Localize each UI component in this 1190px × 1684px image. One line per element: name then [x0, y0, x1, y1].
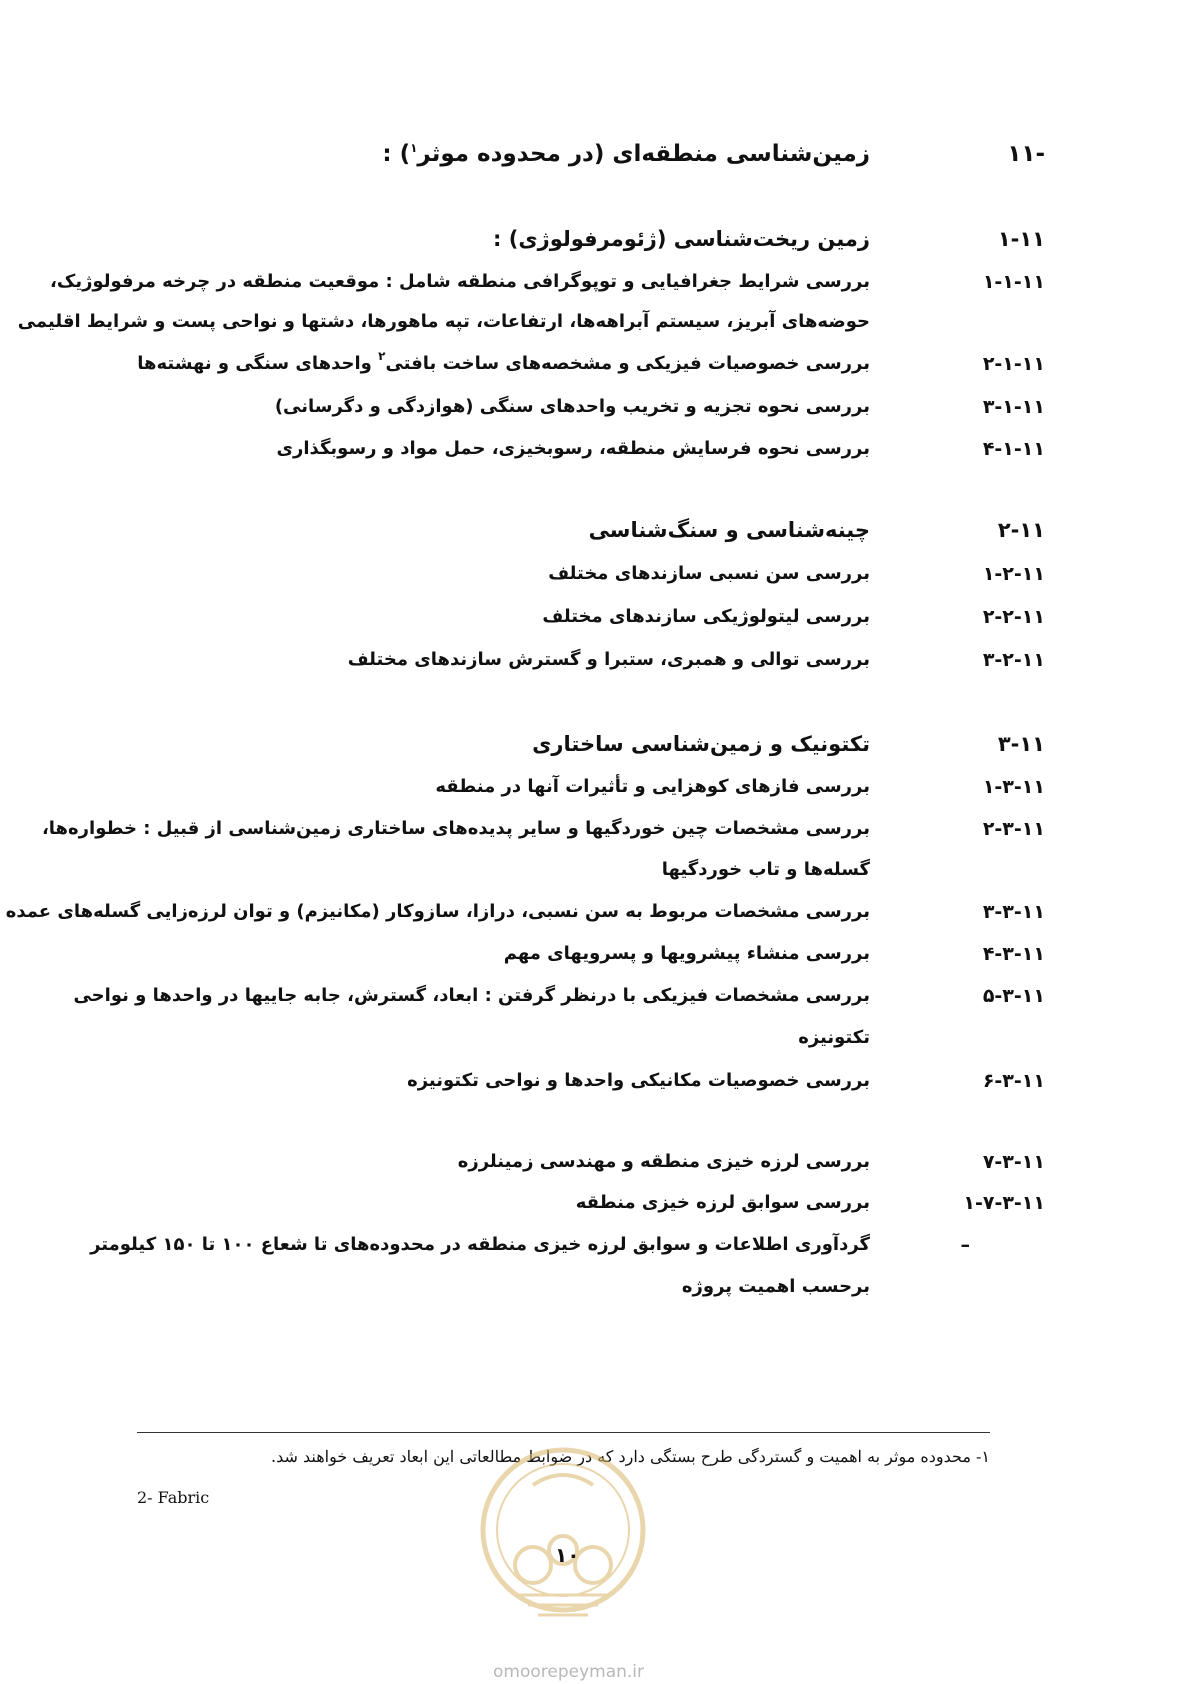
bullet-dash: – [960, 1234, 970, 1256]
item-number: ۳-۱-۱۱ [982, 396, 1045, 418]
section-2-heading [130, 513, 1045, 547]
section-number: ۲-۱۱ [997, 518, 1045, 542]
section-1-heading [130, 222, 1045, 256]
item-1-1-1-continuation: حوضه‌های آبریز، سیستم آبراهه‌ها، ارتفاعات، تپه ماهورها، دشتها و نواحی پست و شرایط اقلیمی [17, 311, 870, 332]
heading-text: زمین‌شناسی منطقه‌ای (در محدوده موثر [417, 141, 870, 167]
watermark-text: omoorepeyman.ir [493, 1662, 645, 1682]
item-number: ۱-۲-۱۱ [982, 563, 1045, 585]
item-number: ۶-۳-۱۱ [982, 1070, 1045, 1092]
item-1-1-4 [130, 432, 1045, 466]
item-1-1-3 [130, 390, 1045, 424]
publisher-seal-icon [478, 1445, 648, 1635]
item-11-3-2-continuation: گسله‌ها و تاب خوردگیها [661, 859, 870, 880]
footnote-mark: ۲ [378, 349, 386, 363]
page-number: ۱۰ [555, 1543, 580, 1567]
section-title: زمین ریخت‌شناسی (ژئومرفولوژی) : [493, 227, 870, 251]
item-text: بررسی نحوه تجزیه و تخریب واحدهای سنگی (هوازدگی و دگرسانی) [274, 396, 870, 417]
item-number: ۱-۳-۱۱ [982, 776, 1045, 798]
footnote-2: 2- Fabric [137, 1488, 210, 1507]
heading-number: -۱۱ [1007, 141, 1045, 167]
item-11-3-4 [130, 937, 1045, 971]
bullet-item [90, 1228, 980, 1262]
heading-tail: ) : [382, 141, 411, 167]
item-11-2-1 [130, 557, 1045, 591]
item-text-tail: واحدهای سنگی و نهشته‌ها [137, 353, 379, 374]
item-number: ۲-۳-۱۱ [982, 818, 1045, 840]
footnote-rule [137, 1432, 990, 1433]
item-11-3-6 [130, 1064, 1045, 1098]
item-text: بررسی مشخصات مربوط به سن نسبی، درازا، سازوکار (مکانیزم) و توان لرزه‌زایی گسله‌های عمده [5, 901, 870, 922]
item-text: بررسی شرایط جغرافیایی و توپوگرافی منطقه شامل : موقعیت منطقه در چرخه مرفولوژیک، [50, 271, 870, 292]
item-11-3-5 [73, 979, 1045, 1013]
item-11-3-2 [41, 812, 1045, 846]
item-text: بررسی خصوصیات فیزیکی و مشخصه‌های ساخت بافتی [385, 353, 870, 374]
item-number: ۲-۲-۱۱ [982, 606, 1045, 628]
item-text: بررسی نحوه فرسایش منطقه، رسوبخیزی، حمل مواد و رسوبگذاری [276, 438, 870, 459]
section-number: ۳-۱۱ [997, 732, 1045, 756]
item-11-3-7 [130, 1145, 1045, 1179]
section-number: ۱-۱۱ [997, 227, 1045, 251]
item-text: بررسی لیتولوژیکی سازندهای مختلف [542, 606, 870, 627]
item-text: بررسی سن نسبی سازندهای مختلف [548, 563, 870, 584]
item-11-3-3 [5, 895, 1045, 929]
item-11-3-7-1 [130, 1186, 1045, 1220]
item-number: ۳-۲-۱۱ [982, 649, 1045, 671]
item-1-1-2 [130, 347, 1045, 381]
item-11-3-1 [130, 770, 1045, 804]
item-text: گردآوری اطلاعات و سوابق لرزه خیزی منطقه در محدوده‌های تا شعاع ۱۰۰ تا ۱۵۰ کیلومتر [90, 1234, 870, 1255]
footnote-1: ۱- محدوده موثر به اهمیت و گستردگی طرح بستگی دارد که در ضوابط مطالعاتی این ابعاد تعریف خواهند شد. [271, 1447, 990, 1466]
heading-footnote-mark: ۱ [410, 141, 418, 155]
item-11-3-5-continuation: تکتونیزه [798, 1027, 870, 1048]
item-number: ۱-۷-۳-۱۱ [963, 1192, 1045, 1214]
item-text: بررسی لرزه خیزی منطقه و مهندسی زمینلرزه [457, 1151, 870, 1172]
item-1-1-1 [50, 265, 1045, 299]
section-title: چینه‌شناسی و سنگ‌شناسی [588, 518, 870, 542]
item-number: ۴-۱-۱۱ [982, 438, 1045, 460]
item-number: ۵-۳-۱۱ [982, 985, 1045, 1007]
item-text: بررسی فازهای کوهزایی و تأثیرات آنها در منطقه [435, 776, 870, 797]
bullet-item-continuation: برحسب اهمیت پروژه [681, 1276, 870, 1297]
item-text: بررسی مشخصات چین خوردگیها و سایر پدیده‌های ساختاری زمین‌شناسی از قبیل : خطواره‌ها، [41, 818, 870, 839]
item-text: بررسی منشاء پیشرویها و پسرویهای مهم [503, 943, 870, 964]
chapter-heading [130, 137, 1045, 171]
item-11-2-3 [130, 643, 1045, 677]
section-title: تکتونیک و زمین‌شناسی ساختاری [532, 732, 870, 756]
item-number: ۷-۳-۱۱ [982, 1151, 1045, 1173]
item-text: بررسی خصوصیات مکانیکی واحدها و نواحی تکتونیزه [407, 1070, 870, 1091]
item-11-2-2 [130, 600, 1045, 634]
section-3-heading [130, 727, 1045, 761]
item-number: ۲-۱-۱۱ [982, 353, 1045, 375]
item-text: بررسی مشخصات فیزیکی با درنظر گرفتن : ابعاد، گسترش، جابه جاییها در واحدها و نواحی [73, 985, 870, 1006]
item-number: ۴-۳-۱۱ [982, 943, 1045, 965]
item-number: ۳-۳-۱۱ [982, 901, 1045, 923]
item-text: بررسی توالی و همبری، ستبرا و گسترش سازندهای مختلف [347, 649, 870, 670]
item-number: ۱-۱-۱۱ [982, 271, 1045, 293]
item-text: بررسی سوابق لرزه خیزی منطقه [575, 1192, 870, 1213]
